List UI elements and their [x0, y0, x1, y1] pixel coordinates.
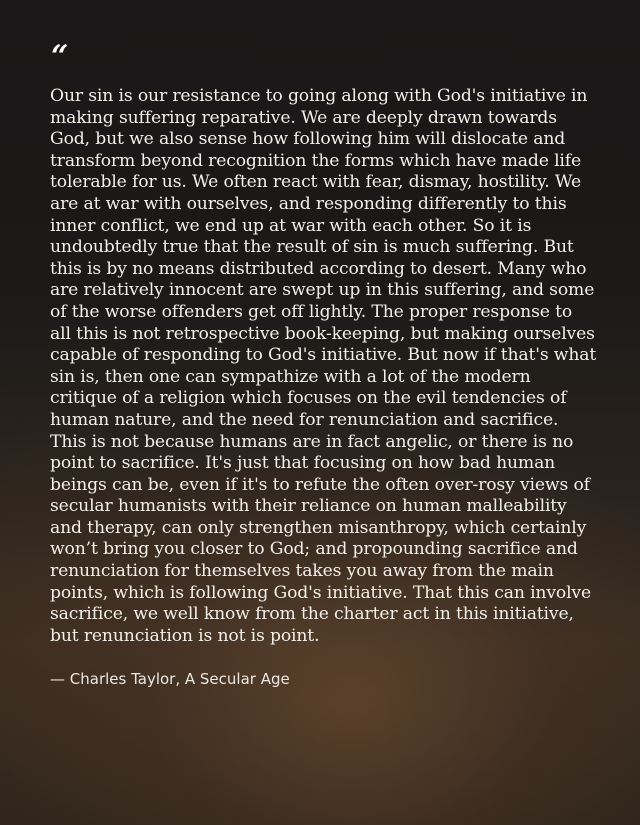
- quote-attribution: — Charles Taylor, A Secular Age: [50, 670, 290, 689]
- quote-card: [50, 39, 598, 689]
- quote-text: Our sin is our resistance to going along with God's initiative in making suffering reparative. We are deeply drawn towards God, but we also sense how following him will dislocate and transform beyond recognition the forms which have made life tolerable for us. We often react with fear, dismay, hostility. We are at war with ourselves, and responding differently to this inner conflict, we end up at war with each other. So it is undoubtedly true that the result of sin is much suffering. But this is by no means distributed according to desert. Many who are relatively innocent are swept up in this suffering, and some of the worse offenders get off lightly. The proper response to all this is not retrospective book-keeping, but making ourselves capable of responding to God's initiative. But now if that's what sin is, then one can sympathize with a lot of the modern critique of a religion which focuses on the evil tendencies of human nature, and the need for renunciation and sacrifice. This is not because humans are in fact angelic, or there is no point to sacrifice. It's just that focusing on how bad human beings can be, even if it's to refute the often over-rosy views of secular humanists with their reliance on human malleability and therapy, can only strengthen misanthropy, which certainly won’t bring you closer to God; and propounding sacrifice and renunciation for themselves takes you away from the main points, which is following God's initiative. That this can involve sacrifice, we well know from the charter act in this initiative, but renunciation is not is point.: [50, 86, 597, 646]
- quote-mark-icon: “: [51, 39, 69, 74]
